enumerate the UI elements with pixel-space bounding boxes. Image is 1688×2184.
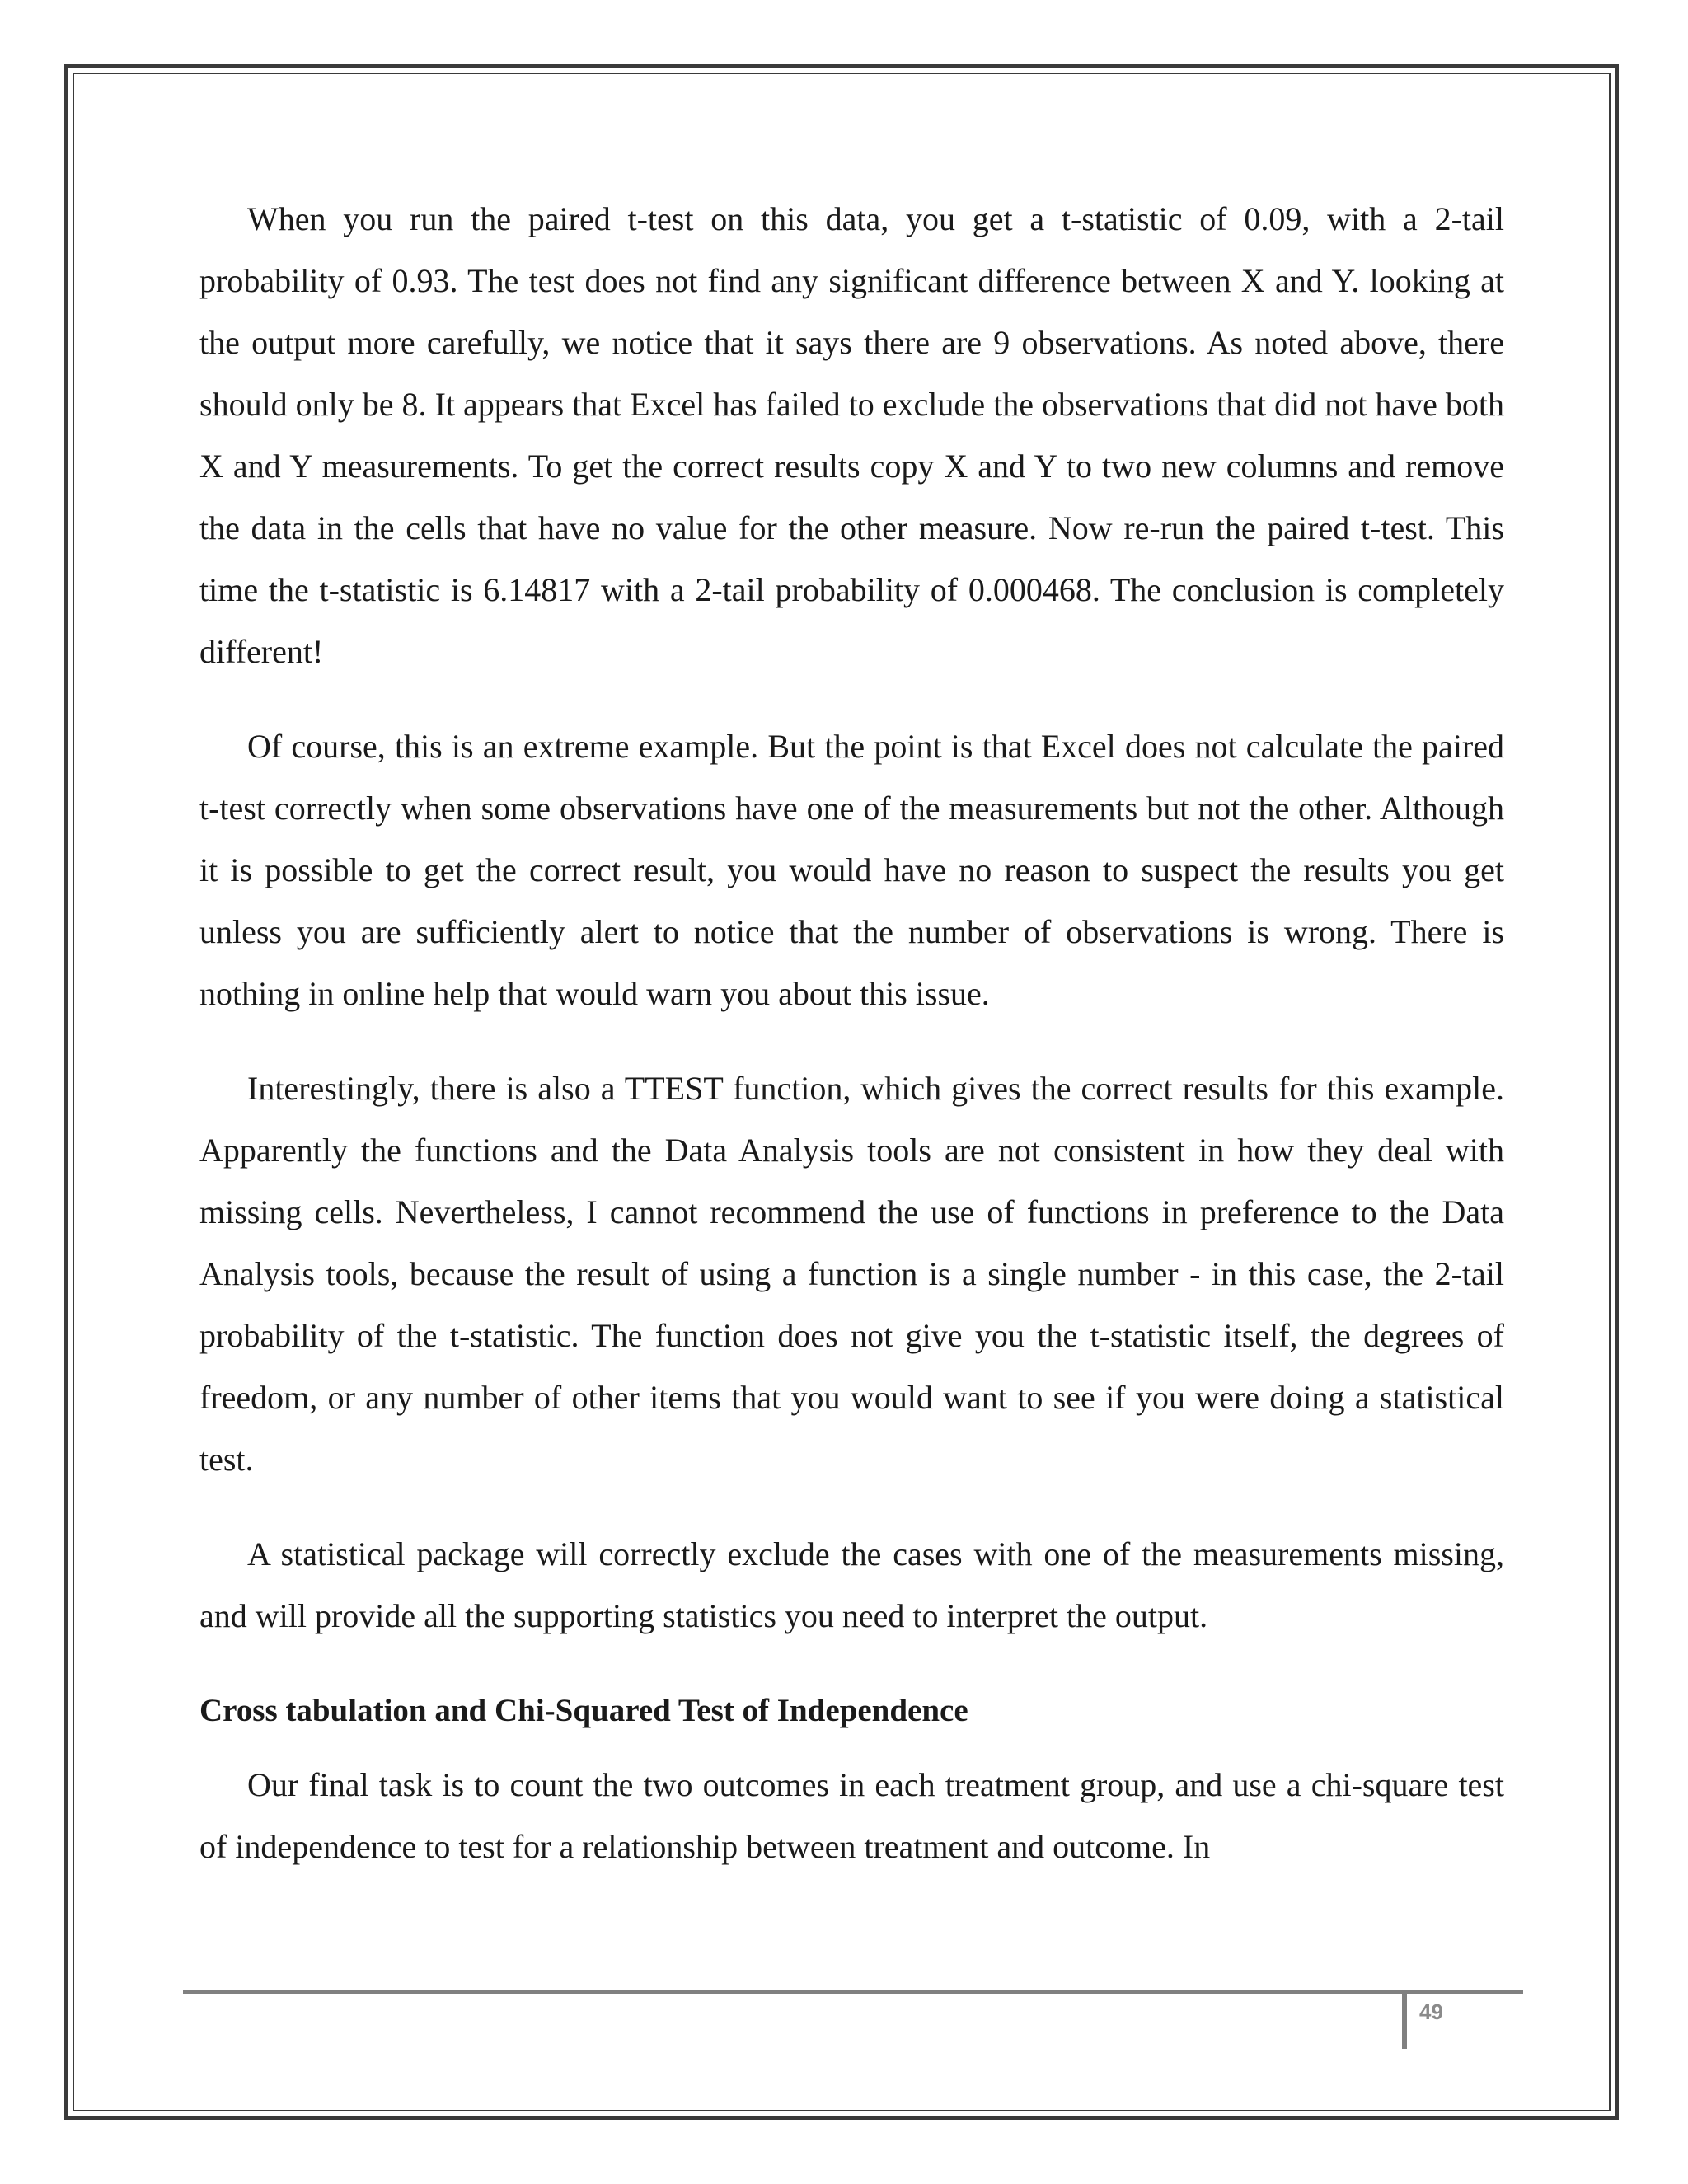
paragraph-final-task: Our final task is to count the two outcomes in each treatment group, and use a chi-square test of independence to test for a relationship between treatment and outcome. In [199, 1766, 1504, 1865]
paragraph-statistical-package: A statistical package will correctly exclude the cases with one of the measurements missing, and will provide all the supporting statistics you need to interpret the output. [199, 1535, 1504, 1634]
page-content [199, 188, 1504, 1877]
paragraph-paired-ttest-result: When you run the paired t-test on this data, you get a t-statistic of 0.09, with a 2-tail probability of 0.93. The test does not find any significant difference between X and Y. looking at the output more carefully, we notice that it says there are 9 observations. As noted above, there should only be 8. It appears that Excel has failed to exclude the observations that did not have both X and Y measurements. To get the correct results copy X and Y to two new columns and remove the data in the cells that have no value for the other measure. Now re-run the paired t-test. This time the t-statistic is 6.14817 with a 2-tail probability of 0.000468. The conclusion is completely different! [199, 200, 1504, 670]
section-heading: Cross tabulation and Chi-Squared Test of Independence [199, 1693, 968, 1728]
footer-page-marker [1402, 1993, 1407, 2049]
paragraph-ttest-function: Interestingly, there is also a TTEST function, which gives the correct results for this example. Apparently the functions and the Data Analysis tools are not consistent in how they deal with missing cells. Nevertheless, I cannot recommend the use of functions in preference to the Data Analysis tools, because the result of using a function is a single number - in this case, the 2-tail probability of the t-statistic. The function does not give you the t-statistic itself, the degrees of freedom, or any number of other items that you would want to see if you were doing a statistical test. [199, 1070, 1504, 1478]
page-number: 49 [1419, 1999, 1443, 2024]
footer-rule [183, 1990, 1523, 1994]
paragraph-extreme-example: Of course, this is an extreme example. But the point is that Excel does not calculate the paired t-test correctly when some observations have one of the measurements but not the other. Although it is possible to get the correct result, you would have no reason to suspect the results you get unless you are sufficiently alert to notice that the number of observations is wrong. There is nothing in online help that would warn you about this issue. [199, 728, 1504, 1012]
